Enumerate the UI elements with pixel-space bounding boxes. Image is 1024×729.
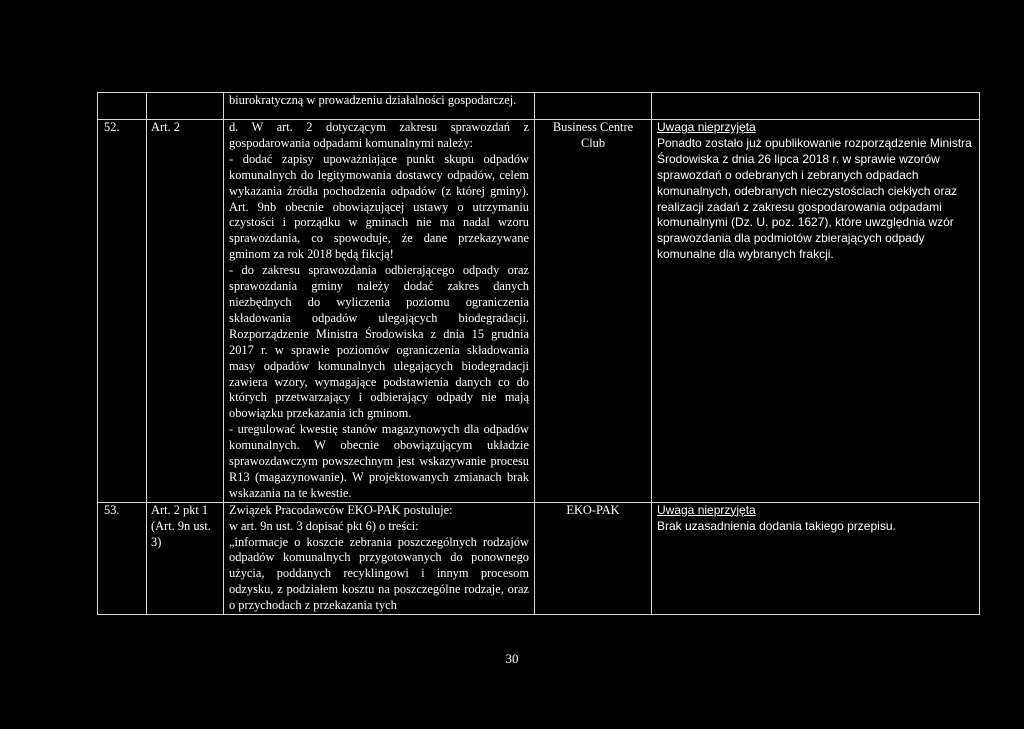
table-row-continuation — [98, 93, 980, 120]
comment-text — [224, 120, 535, 503]
cell-continuation-text: biurokratyczną w prowadzeniu działalności gospodarczej. — [224, 93, 535, 120]
response — [652, 502, 980, 614]
comment-paragraph: d. W art. 2 dotyczącym zakresu sprawozdań z gospodarowania odpadami komunalnymi należy: — [229, 120, 529, 150]
response — [652, 120, 980, 503]
response-status: Uwaga nieprzyjęta — [657, 502, 756, 517]
submitter: EKO-PAK — [535, 502, 652, 614]
cell-no-empty — [98, 93, 147, 120]
comment-paragraph: w art. 9n ust. 3 dopisać pkt 6) o treści: — [229, 518, 419, 533]
response-status: Uwaga nieprzyjęta — [657, 120, 756, 134]
comments-table — [97, 92, 980, 615]
row-number: 52. — [98, 120, 147, 503]
article-ref: Art. 2 pkt 1 (Art. 9n ust. 3) — [147, 502, 224, 614]
comment-paragraph: - do zakresu sprawozdania odbierającego odpady oraz sprawozdania gminy należy dodać zakres danych niezbędnych do wyliczenia poziomu ograniczenia składowania odpadów ulegających biodegradacji. Rozporządzenie Ministra Środowiska z dnia 15 grudnia 2017 r. w sprawie poziomów ograniczenia składowania masy odpadów komunalnych ulegających biodegradacji zawiera wzory, wymagające podstawienia danych co do których przetwarzający i odbierający odpady nie mają obowiązku przekazania ich gminom. — [229, 263, 529, 421]
comment-text — [224, 502, 535, 614]
response-text: Ponadto zostało już opublikowanie rozporządzenie Ministra Środowiska z dnia 26 lipca 2018 r. w sprawie wzorów sprawozdań o odebranych i zebranych odpadach komunalnych, odebranych nieczystościach ciekłych oraz realizacji zadań z zakresu gospodarowania odpadami komunalnymi (Dz. U. poz. 1627), które uwzględnia wzór sprawozdania dla podmiotów zbierających odpady komunalne dla wybranych frakcji. — [657, 135, 972, 262]
table-row-52 — [98, 120, 980, 503]
table-row-53 — [98, 502, 980, 614]
comment-paragraph: „informacje o koszcie zebrania poszczególnych rodzajów odpadów komunalnych przygotowanych do ponownego użycia, poddanych recyklingowi i innym procesom odzysku, z podziałem kosztu na poszczególne rodzaje, oraz o przychodach z przekazania tych — [229, 534, 529, 613]
cell-submitter-empty — [535, 93, 652, 120]
page-number: 30 — [505, 651, 519, 666]
row-number: 53. — [98, 502, 147, 614]
cell-response-empty — [652, 93, 980, 120]
submitter: Business Centre Club — [535, 120, 652, 503]
article-ref: Art. 2 — [147, 120, 224, 503]
comment-paragraph: Związek Pracodawców EKO-PAK postuluje: — [229, 502, 453, 517]
cell-art-empty — [147, 93, 224, 120]
comment-paragraph: - uregulować kwestię stanów magazynowych dla odpadów komunalnych. W obecnie obowiązującym układzie sprawozdawczym powszechnym jest wskazywanie procesu R13 (magazynowanie). W projektowanych zmianach brak wskazania na te kwestie. — [229, 422, 529, 500]
response-text: Brak uzasadnienia dodania takiego przepisu. — [657, 518, 896, 533]
comment-paragraph: - dodać zapisy upoważniające punkt skupu odpadów komunalnych do legitymowania dostawcy odpadów, celem wykazania źródła pochodzenia odpadów (z której gminy). Art. 9nb obecnie obowiązującej ustawy o utrzymaniu czystości i porządku w gminach nie ma nadal wzoru sprawozdania, co spowoduje, że dane przekazywane gminom za rok 2018 będą fikcją! — [229, 151, 529, 262]
